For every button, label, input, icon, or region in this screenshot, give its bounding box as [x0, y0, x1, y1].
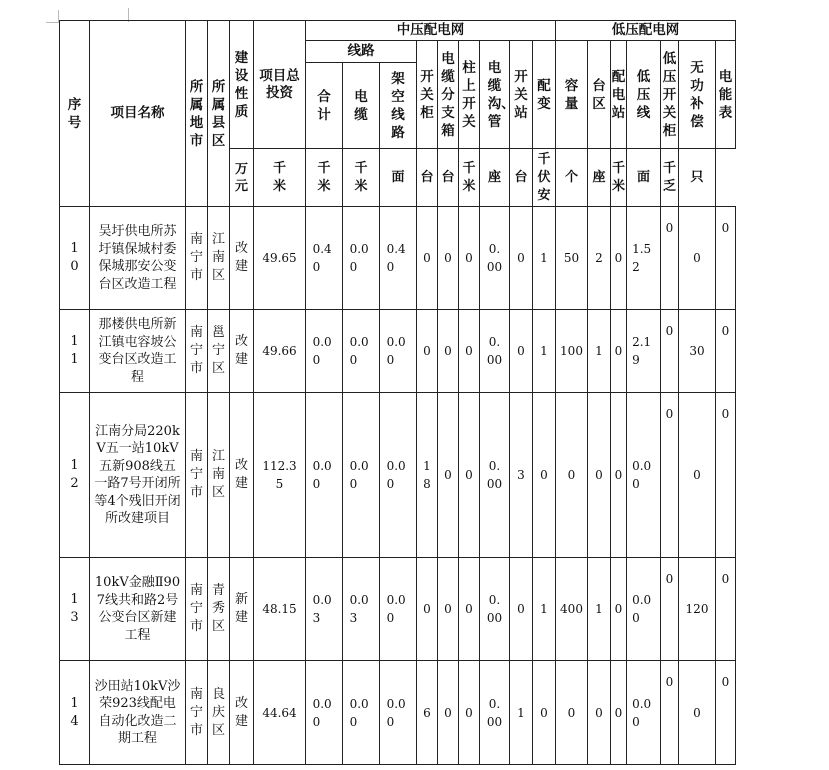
cell-lv-line: 1.52	[627, 207, 661, 310]
page-corner-mark	[46, 10, 59, 23]
cell-invest: 44.64	[254, 661, 306, 765]
cell-county: 青秀区	[208, 558, 230, 661]
unit-lv-line: 千米	[611, 149, 627, 207]
header-nature: 建设性质	[230, 21, 254, 149]
unit-lv-switch-cabinet: 面	[627, 149, 661, 207]
header-cable-trench: 电缆沟、管	[480, 41, 510, 149]
cell-switch-cabinet: 0	[417, 310, 438, 393]
project-table	[59, 20, 736, 765]
cell-pole-switch: 0	[459, 558, 480, 661]
cell-city: 南宁市	[186, 558, 208, 661]
cell-pole-switch: 0	[459, 207, 480, 310]
cell-district: 2	[588, 207, 611, 310]
header-lines: 线路	[306, 41, 417, 63]
cell-overhead: 0.00	[380, 661, 417, 765]
header-lv-switch-cabinet: 低压开关柜	[661, 41, 679, 149]
header-meter: 电能表	[716, 41, 736, 149]
unit-switch-station: 座	[480, 149, 510, 207]
cell-overhead: 0.00	[380, 310, 417, 393]
cell-switch-cabinet: 0	[417, 558, 438, 661]
unit-capacity: 千伏安	[533, 149, 556, 207]
cell-district: 1	[588, 310, 611, 393]
table-row	[60, 310, 736, 393]
table-row	[60, 393, 736, 558]
cell-cable-trench: 0.00	[480, 661, 510, 765]
cell-lv-line: 0.00	[627, 661, 661, 765]
cell-meter: 0	[716, 310, 736, 393]
cell-district: 0	[588, 661, 611, 765]
cell-county: 良庆区	[208, 661, 230, 765]
cell-cable: 0.00	[343, 661, 380, 765]
cell-pole-switch: 0	[459, 661, 480, 765]
cell-cable: 0.00	[343, 393, 380, 558]
cell-nature: 新建	[230, 558, 254, 661]
cell-seq: 12	[60, 393, 90, 558]
header-seq: 序号	[60, 21, 90, 207]
cell-dist-transformer: 1	[533, 310, 556, 393]
cell-lv-switch-cabinet: 0	[661, 207, 679, 310]
cell-cable: 0.03	[343, 558, 380, 661]
cell-pole-switch: 0	[459, 310, 480, 393]
cell-cable-trench: 0.00	[480, 310, 510, 393]
header-switch-cabinet: 开关柜	[417, 41, 438, 149]
cell-overhead: 0.40	[380, 207, 417, 310]
cell-city: 南宁市	[186, 310, 208, 393]
cell-dist-station: 0	[611, 207, 627, 310]
unit-meter: 只	[679, 149, 716, 207]
header-dist-station: 配电站	[611, 41, 627, 149]
cell-dist-transformer: 0	[533, 661, 556, 765]
cell-project-name: 10kV金融Ⅱ907线共和路2号公变台区新建工程	[90, 558, 186, 661]
header-name: 项目名称	[90, 21, 186, 207]
cell-switch-station: 0	[510, 310, 533, 393]
cell-meter: 0	[716, 661, 736, 765]
cell-district: 0	[588, 393, 611, 558]
cell-overhead: 0.00	[380, 558, 417, 661]
cell-lv-switch-cabinet: 0	[661, 558, 679, 661]
cell-cable-trench: 0.00	[480, 558, 510, 661]
cell-lv-line: 0.00	[627, 558, 661, 661]
cell-switch-cabinet: 18	[417, 393, 438, 558]
cell-total: 0.00	[306, 310, 343, 393]
header-cable: 电缆	[343, 63, 380, 149]
unit-total: 千米	[254, 149, 306, 207]
cell-capacity: 50	[556, 207, 588, 310]
cell-dist-transformer: 1	[533, 558, 556, 661]
cell-invest: 49.66	[254, 310, 306, 393]
unit-switch-cabinet: 面	[380, 149, 417, 207]
header-cable-branch-box: 电缆分支箱	[438, 41, 459, 149]
cell-cable-branch-box: 0	[438, 207, 459, 310]
cell-switch-station: 1	[510, 661, 533, 765]
cell-cable-branch-box: 0	[438, 661, 459, 765]
header-county: 所属县区	[208, 21, 230, 207]
cell-project-name: 江南分局220kV五一站10kV五新908线五一路7号开闭所等4个残旧开闭所改建项目	[90, 393, 186, 558]
cell-lv-line: 0.00	[627, 393, 661, 558]
cell-switch-station: 3	[510, 393, 533, 558]
cell-dist-transformer: 0	[533, 393, 556, 558]
cell-reactive-comp: 0	[679, 661, 716, 765]
header-reactive-comp: 无功补偿	[679, 41, 716, 149]
cell-lv-switch-cabinet: 0	[661, 661, 679, 765]
cell-reactive-comp: 120	[679, 558, 716, 661]
unit-cable-branch-box: 台	[417, 149, 438, 207]
cell-meter: 0	[716, 207, 736, 310]
cell-nature: 改建	[230, 310, 254, 393]
header-pole-switch: 柱上开关	[459, 41, 480, 149]
cell-city: 南宁市	[186, 393, 208, 558]
cell-total: 0.03	[306, 558, 343, 661]
header-lv-group: 低压配电网	[556, 21, 736, 41]
unit-pole-switch: 台	[438, 149, 459, 207]
cell-district: 1	[588, 558, 611, 661]
header-total: 合计	[306, 63, 343, 149]
cell-cable: 0.00	[343, 207, 380, 310]
cell-reactive-comp: 30	[679, 310, 716, 393]
unit-overhead: 千米	[343, 149, 380, 207]
cell-nature: 改建	[230, 393, 254, 558]
cell-lv-switch-cabinet: 0	[661, 393, 679, 558]
cell-cable-branch-box: 0	[438, 393, 459, 558]
header-district: 台区	[588, 41, 611, 149]
table-row	[60, 661, 736, 765]
cell-switch-station: 0	[510, 207, 533, 310]
cell-invest: 112.35	[254, 393, 306, 558]
cell-project-name: 那楼供电所新江镇屯容坡公变台区改造工程	[90, 310, 186, 393]
cell-capacity: 0	[556, 661, 588, 765]
unit-reactive-comp: 千乏	[661, 149, 679, 207]
cell-total: 0.40	[306, 207, 343, 310]
cell-seq: 14	[60, 661, 90, 765]
unit-invest: 万元	[230, 149, 254, 207]
unit-district: 个	[556, 149, 588, 207]
cell-city: 南宁市	[186, 661, 208, 765]
table-row	[60, 207, 736, 310]
cell-cable: 0.00	[343, 310, 380, 393]
unit-cable: 千米	[306, 149, 343, 207]
cell-seq: 10	[60, 207, 90, 310]
header-city: 所属地市	[186, 21, 208, 207]
header-dist-transformer: 配变	[533, 41, 556, 149]
cell-county: 江南区	[208, 393, 230, 558]
cell-dist-station: 0	[611, 393, 627, 558]
cell-dist-station: 0	[611, 558, 627, 661]
cell-meter: 0	[716, 558, 736, 661]
cell-dist-station: 0	[611, 661, 627, 765]
cell-capacity: 400	[556, 558, 588, 661]
unit-cable-trench: 千米	[459, 149, 480, 207]
cell-nature: 改建	[230, 207, 254, 310]
header-capacity: 容量	[556, 41, 588, 149]
cell-project-name: 吴圩供电所苏圩镇保城村委保城那安公变台区改造工程	[90, 207, 186, 310]
cell-cable-branch-box: 0	[438, 558, 459, 661]
cell-reactive-comp: 0	[679, 393, 716, 558]
cell-switch-cabinet: 0	[417, 207, 438, 310]
cell-invest: 49.65	[254, 207, 306, 310]
cell-lv-switch-cabinet: 0	[661, 310, 679, 393]
header-invest: 项目总投资	[254, 21, 306, 149]
cell-overhead: 0.00	[380, 393, 417, 558]
header-lv-line: 低压线	[627, 41, 661, 149]
cell-invest: 48.15	[254, 558, 306, 661]
unit-dist-station: 座	[588, 149, 611, 207]
cell-total: 0.00	[306, 661, 343, 765]
cell-dist-transformer: 1	[533, 207, 556, 310]
header-mv-group: 中压配电网	[306, 21, 556, 41]
cell-county: 江南区	[208, 207, 230, 310]
cell-capacity: 0	[556, 393, 588, 558]
cell-pole-switch: 0	[459, 393, 480, 558]
cell-meter: 0	[716, 393, 736, 558]
cell-seq: 11	[60, 310, 90, 393]
cell-seq: 13	[60, 558, 90, 661]
cell-city: 南宁市	[186, 207, 208, 310]
cell-capacity: 100	[556, 310, 588, 393]
cell-switch-cabinet: 6	[417, 661, 438, 765]
cell-cable-trench: 0.00	[480, 207, 510, 310]
cell-project-name: 沙田站10kV沙荣923线配电自动化改造二期工程	[90, 661, 186, 765]
cell-lv-line: 2.19	[627, 310, 661, 393]
cell-reactive-comp: 0	[679, 207, 716, 310]
cell-switch-station: 0	[510, 558, 533, 661]
unit-dist-transformer: 台	[510, 149, 533, 207]
cell-nature: 改建	[230, 661, 254, 765]
cell-county: 邕宁区	[208, 310, 230, 393]
cell-cable-branch-box: 0	[438, 310, 459, 393]
cell-dist-station: 0	[611, 310, 627, 393]
cell-cable-trench: 0.00	[480, 393, 510, 558]
header-overhead: 架空线路	[380, 63, 417, 149]
cell-total: 0.00	[306, 393, 343, 558]
header-switch-station: 开关站	[510, 41, 533, 149]
table-row	[60, 558, 736, 661]
